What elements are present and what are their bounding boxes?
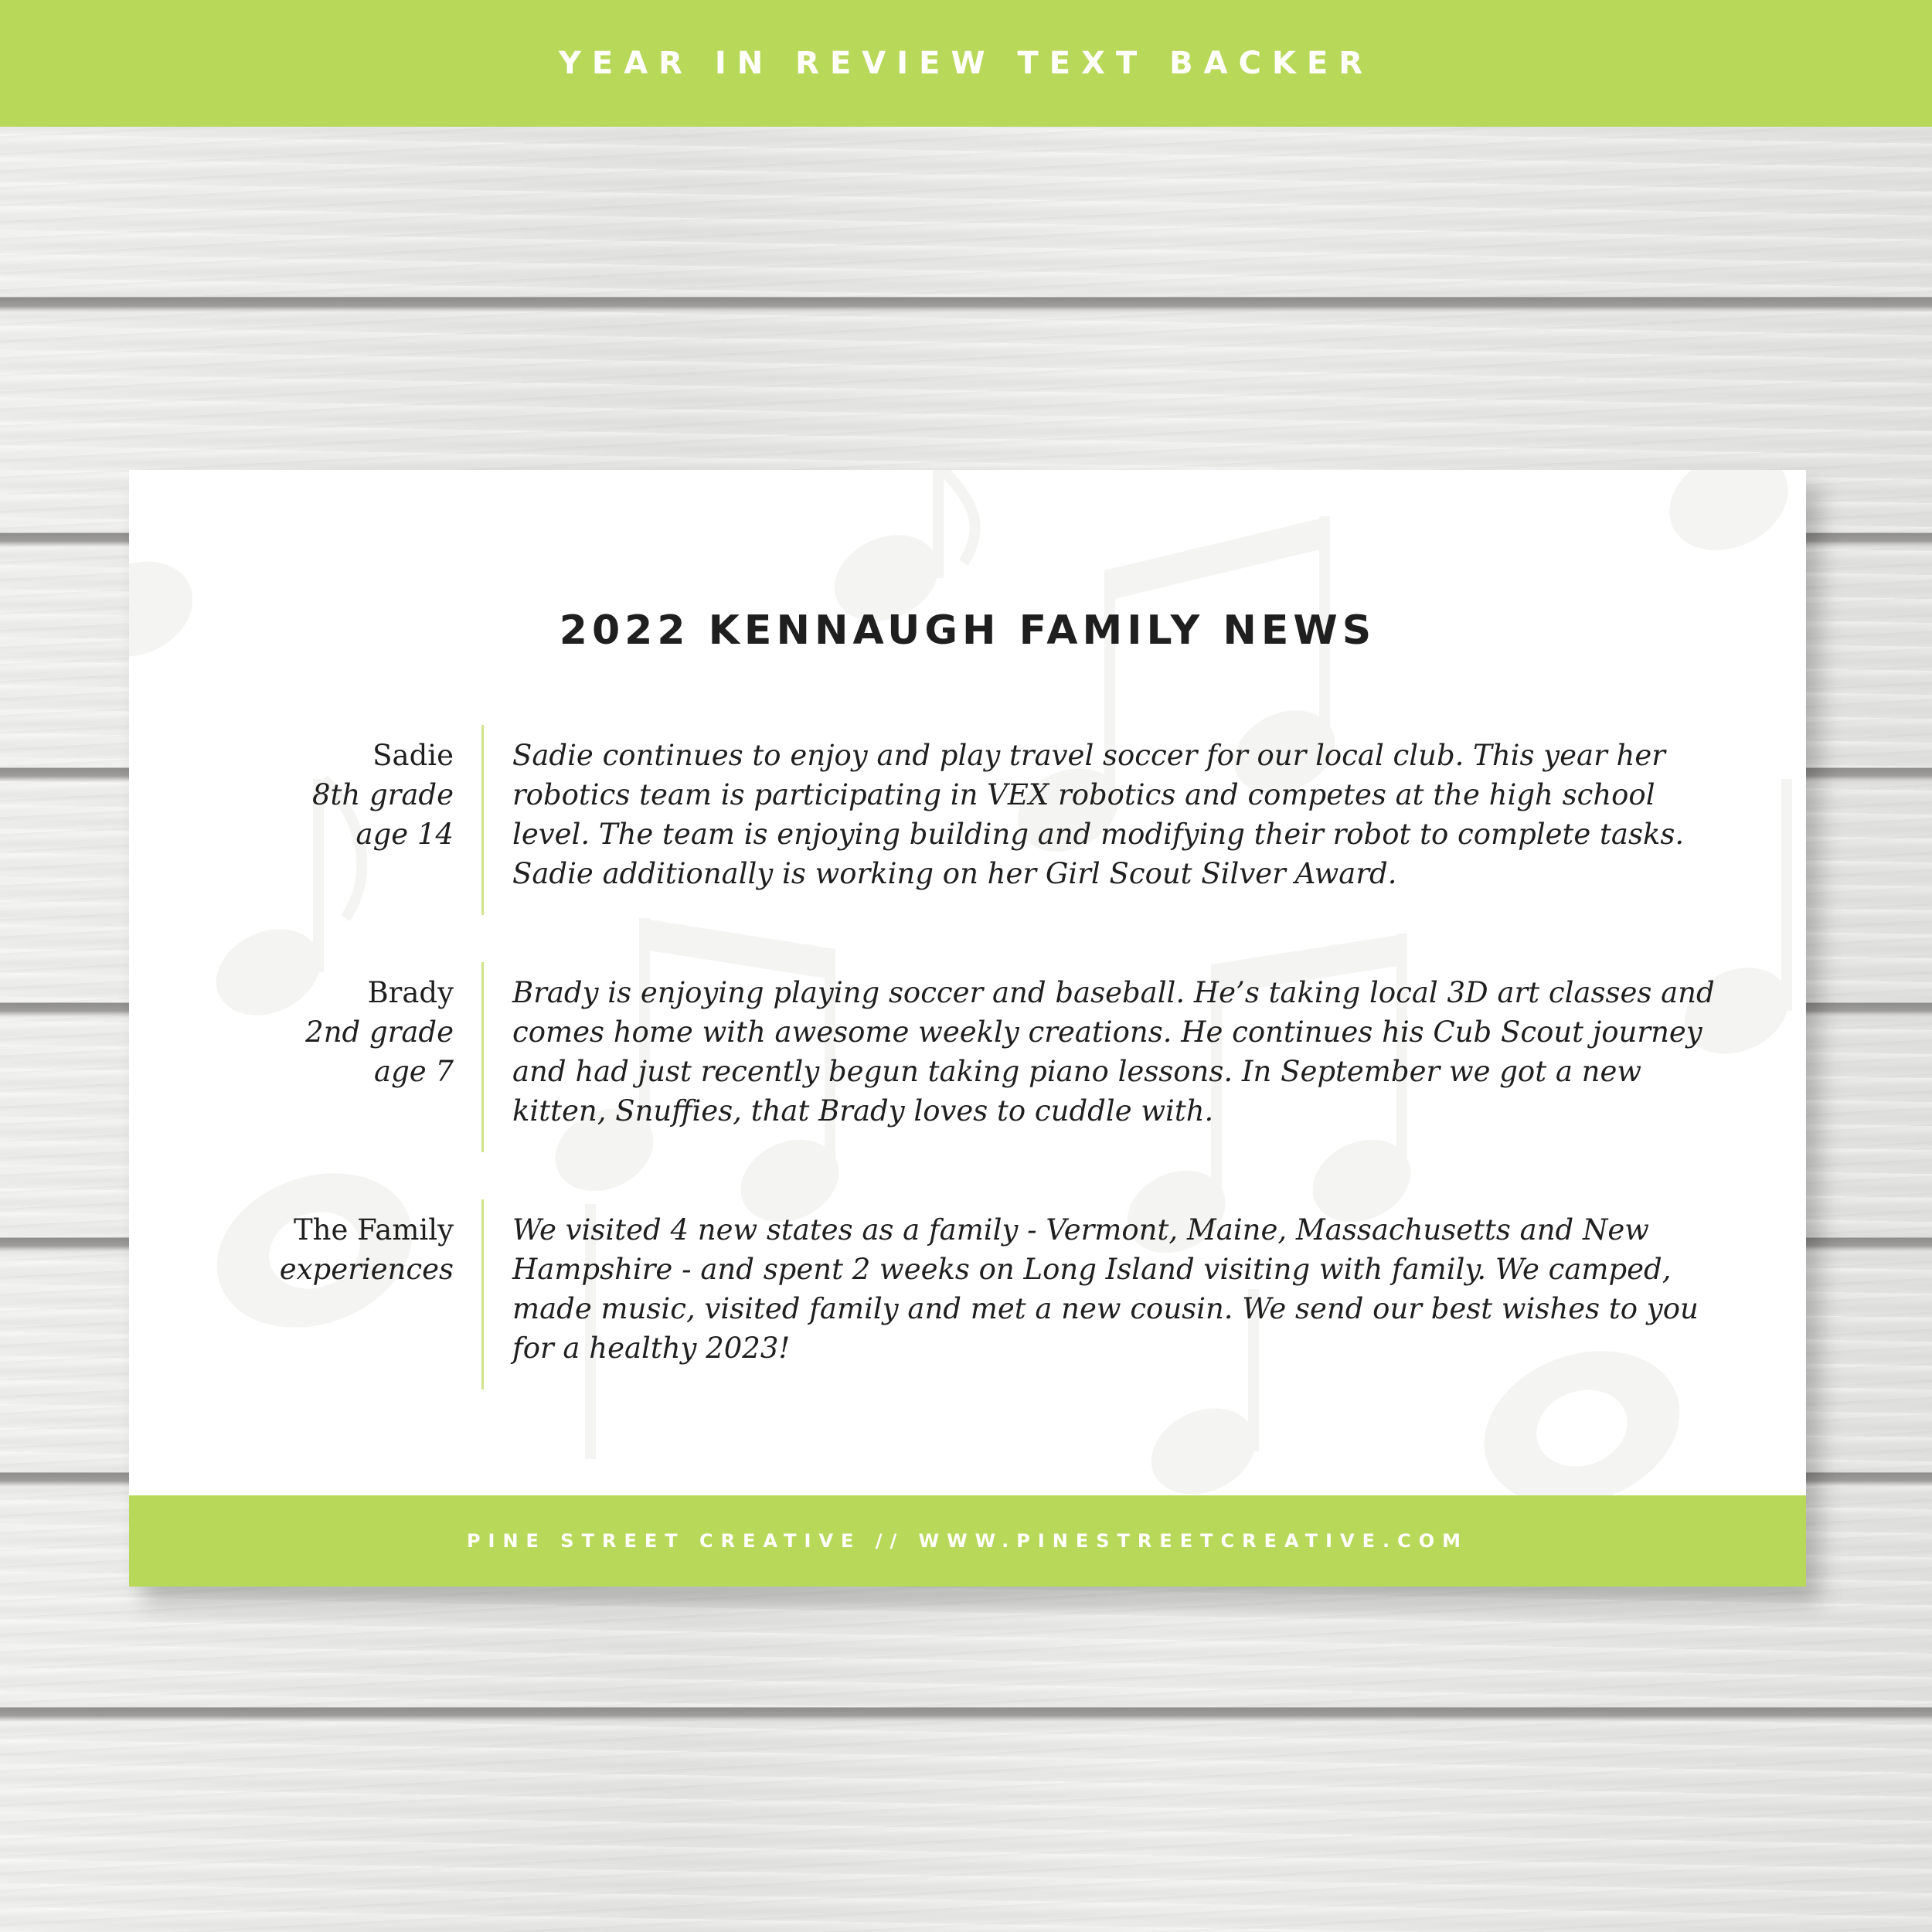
footer-text: PINE STREET CREATIVE // WWW.PINESTREETCREATIVE.COM: [466, 1530, 1469, 1552]
entry-name: Brady: [367, 976, 454, 1009]
entry-text: We visited 4 new states as a family - Vermont, Maine, Massachusetts and New Hampshire - and spent 2 weeks on Long Island visiting with family. We camped, made music, visited family and met a new cousin. We send our best wishes to you for a healthy 2023!: [512, 1213, 1699, 1365]
entry-label: [222, 736, 454, 854]
entry-name: The Family: [293, 1213, 454, 1247]
entry-grade: 8th grade: [311, 778, 454, 811]
entry-grade: experiences: [279, 1253, 454, 1286]
entry-divider: [481, 1199, 484, 1389]
entry-grade: 2nd grade: [305, 1015, 454, 1049]
banner-title: YEAR IN REVIEW TEXT BACKER: [558, 46, 1374, 81]
entry-divider: [481, 962, 484, 1152]
entry-text: Sadie continues to enjoy and play travel soccer for our local club. This year her robotics team is participating in VEX robotics and competes at the high school level. The team is enjoying building and modifying their robot to complete tasks. Sadie additionally is working on her Girl Scout Silver Award.: [512, 739, 1685, 890]
entry-age: age 14: [355, 818, 454, 851]
newsletter-card: [129, 470, 1806, 1587]
entry-divider: [481, 725, 484, 915]
entry-family: [129, 1199, 1806, 1389]
entry-text: Brady is enjoying playing soccer and baseball. He’s taking local 3D art classes and comes home with awesome weekly creations. He continues his Cub Scout journey and had just recently begun taking piano lessons. In September we got a new kitten, Snuffies, that Brady loves to cuddle with.: [512, 976, 1715, 1128]
entry-age: age 7: [374, 1055, 454, 1088]
entry-label: [222, 973, 454, 1091]
entry-brady: [129, 962, 1806, 1152]
top-banner: [0, 0, 1932, 127]
card-footer: [129, 1495, 1806, 1587]
card-title: 2022 KENNAUGH FAMILY NEWS: [559, 607, 1376, 654]
entry-label: [222, 1210, 454, 1289]
entry-name: Sadie: [372, 739, 454, 772]
entry-sadie: [129, 725, 1806, 915]
